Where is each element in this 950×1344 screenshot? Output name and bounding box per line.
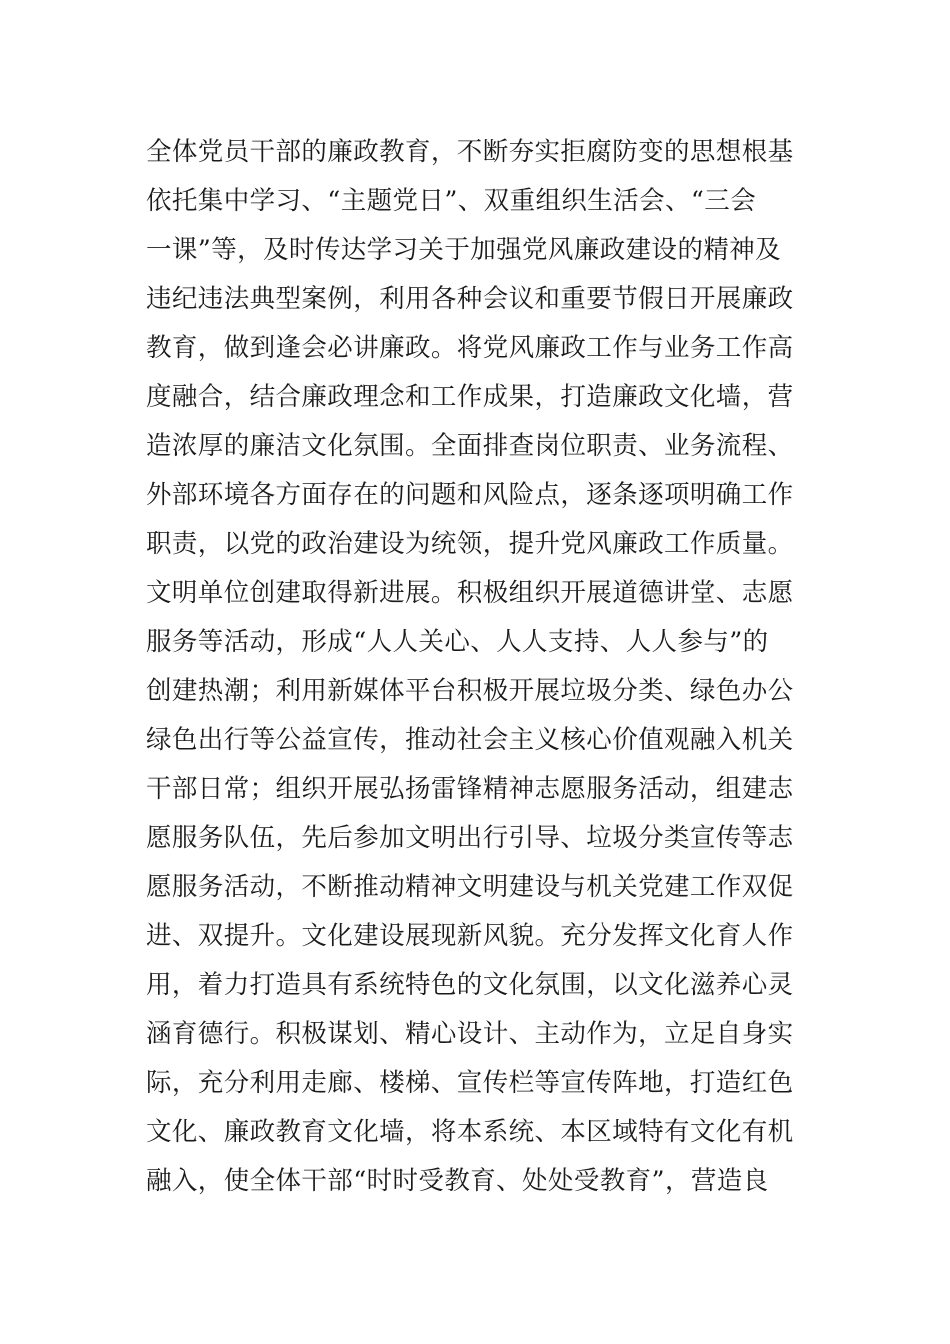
text-line: 违纪违法典型案例，利用各种会议和重要节假日开展廉政 xyxy=(146,284,794,314)
text-line: 进、双提升。文化建设展现新风貌。充分发挥文化育人作 xyxy=(146,921,794,951)
text-line: 文明单位创建取得新进展。积极组织开展道德讲堂、志愿 xyxy=(146,578,794,608)
text-line: 全体党员干部的廉政教育，不断夯实拒腐防变的思想根基 xyxy=(146,137,794,167)
text-line: 愿服务活动，不断推动精神文明建设与机关党建工作双促 xyxy=(146,872,794,902)
text-line: 融入，使全体干部“时时受教育、处处受教育”，营造良 xyxy=(146,1166,769,1196)
text-line: 绿色出行等公益宣传，推动社会主义核心价值观融入机关 xyxy=(146,725,794,755)
text-line: 际，充分利用走廊、楼梯、宣传栏等宣传阵地，打造红色 xyxy=(146,1068,794,1098)
text-line: 造浓厚的廉洁文化氛围。全面排查岗位职责、业务流程、 xyxy=(146,431,794,461)
body-text xyxy=(146,128,816,1206)
text-line: 愿服务队伍，先后参加文明出行引导、垃圾分类宣传等志 xyxy=(146,823,794,853)
text-line: 文化、廉政教育文化墙，将本系统、本区域特有文化有机 xyxy=(146,1117,794,1147)
text-line: 外部环境各方面存在的问题和风险点，逐条逐项明确工作 xyxy=(146,480,794,510)
text-line: 服务等活动，形成“人人关心、人人支持、人人参与”的 xyxy=(146,627,769,657)
text-line: 用，着力打造具有系统特色的文化氛围，以文化滋养心灵 xyxy=(146,970,794,1000)
text-line: 职责，以党的政治建设为统领，提升党风廉政工作质量。 xyxy=(146,529,794,559)
text-line: 干部日常；组织开展弘扬雷锋精神志愿服务活动，组建志 xyxy=(146,774,794,804)
text-line: 创建热潮；利用新媒体平台积极开展垃圾分类、绿色办公 xyxy=(146,676,794,706)
text-line: 教育，做到逢会必讲廉政。将党风廉政工作与业务工作高 xyxy=(146,333,794,363)
text-line: 一课”等，及时传达学习关于加强党风廉政建设的精神及 xyxy=(146,235,782,265)
text-line: 依托集中学习、“主题党日”、双重组织生活会、“三会 xyxy=(146,186,757,216)
text-line: 度融合，结合廉政理念和工作成果，打造廉政文化墙，营 xyxy=(146,382,794,412)
text-line: 涵育德行。积极谋划、精心设计、主动作为，立足自身实 xyxy=(146,1019,794,1049)
